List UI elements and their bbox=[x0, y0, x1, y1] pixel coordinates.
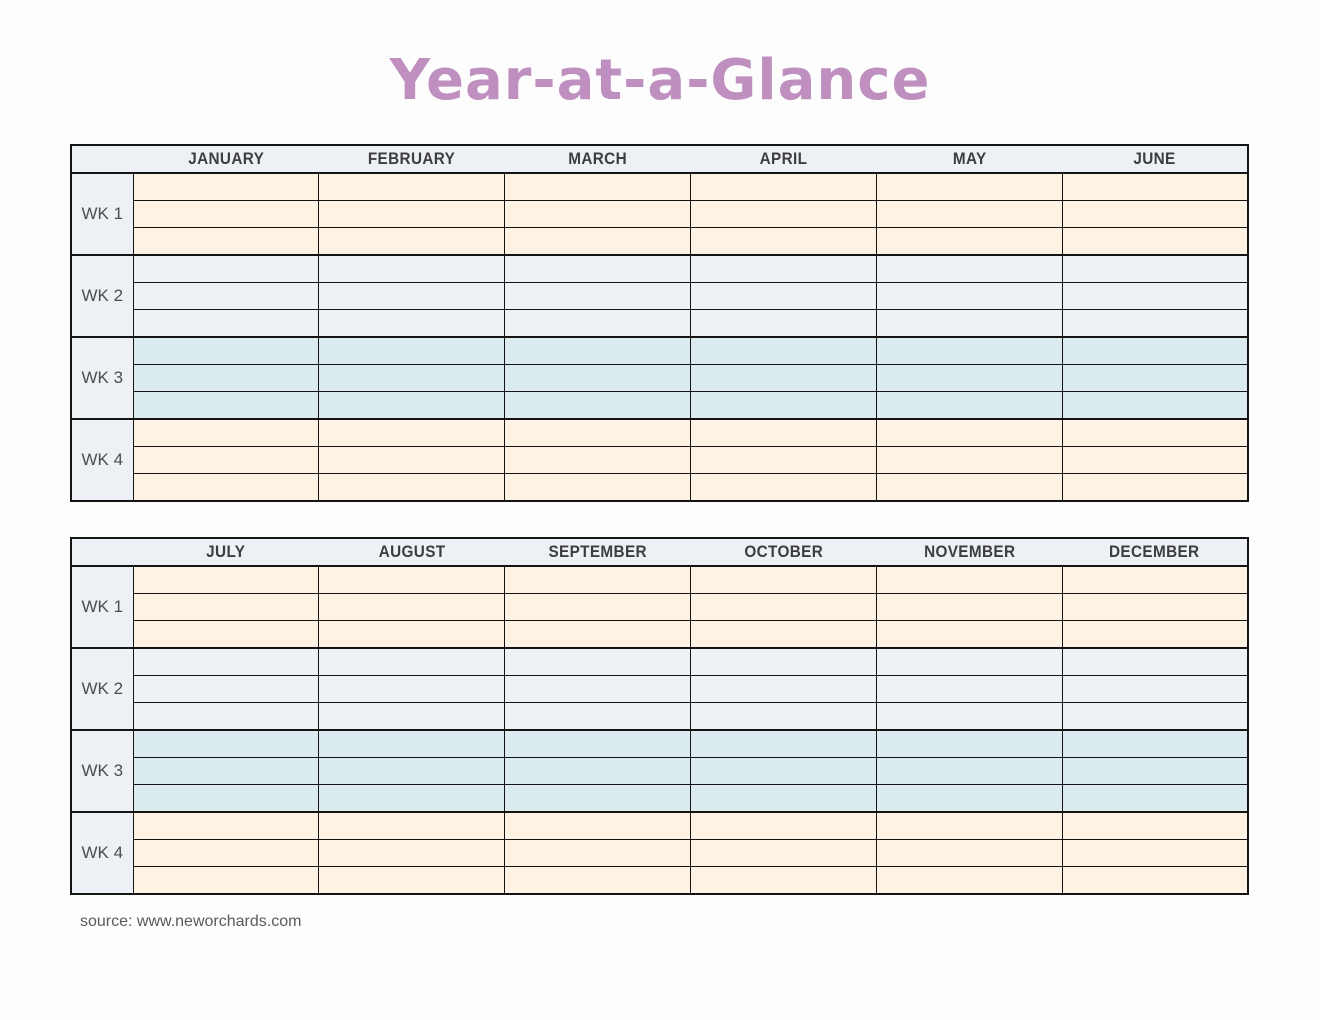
calendar-cell bbox=[133, 840, 319, 867]
week-label-4: WK 4 bbox=[71, 419, 133, 501]
calendar-cell bbox=[1062, 228, 1248, 256]
calendar-cell bbox=[876, 648, 1062, 676]
month-header-label: MAY bbox=[952, 149, 987, 168]
week-label-2: WK 2 bbox=[71, 648, 133, 730]
calendar-cell bbox=[1062, 419, 1248, 447]
calendar-cell bbox=[133, 173, 319, 201]
calendar-cell bbox=[876, 566, 1062, 594]
calendar-cell bbox=[505, 730, 691, 758]
calendar-cell bbox=[505, 648, 691, 676]
week-row bbox=[71, 812, 1248, 840]
month-header-label: AUGUST bbox=[378, 542, 446, 561]
calendar-cell bbox=[505, 840, 691, 867]
calendar-cell bbox=[505, 758, 691, 785]
calendar-cell bbox=[690, 785, 876, 813]
calendar-cell bbox=[1062, 283, 1248, 310]
month-header-february bbox=[319, 145, 505, 173]
calendar-cell bbox=[1062, 812, 1248, 840]
calendar-cell bbox=[1062, 703, 1248, 731]
month-header-march bbox=[505, 145, 691, 173]
week-label-4: WK 4 bbox=[71, 812, 133, 894]
calendar-cell bbox=[690, 840, 876, 867]
calendar-cell bbox=[876, 447, 1062, 474]
week-row bbox=[71, 310, 1248, 338]
calendar-cell bbox=[505, 566, 691, 594]
calendar-cell bbox=[505, 283, 691, 310]
month-header-label: JUNE bbox=[1133, 149, 1176, 168]
calendar-cell bbox=[690, 337, 876, 365]
calendar-cell bbox=[505, 676, 691, 703]
week-row bbox=[71, 228, 1248, 256]
calendar-cell bbox=[319, 703, 505, 731]
month-header-label: JANUARY bbox=[187, 149, 264, 168]
week-column-corner-header bbox=[71, 145, 133, 173]
calendar-cell bbox=[319, 566, 505, 594]
calendar-cell bbox=[505, 201, 691, 228]
calendar-cell bbox=[876, 337, 1062, 365]
month-header-label: SEPTEMBER bbox=[548, 542, 647, 561]
calendar-cell bbox=[319, 173, 505, 201]
month-header-label: FEBRUARY bbox=[368, 149, 456, 168]
calendar-cell bbox=[319, 758, 505, 785]
calendar-cell bbox=[133, 283, 319, 310]
calendar-cell bbox=[319, 676, 505, 703]
calendar-cell bbox=[505, 310, 691, 338]
calendar-cell bbox=[319, 365, 505, 392]
week-row bbox=[71, 419, 1248, 447]
month-header-label: MARCH bbox=[568, 149, 627, 168]
calendar-cell bbox=[690, 447, 876, 474]
calendar-cell bbox=[505, 812, 691, 840]
week-row bbox=[71, 867, 1248, 895]
calendar-cell bbox=[133, 228, 319, 256]
week-row bbox=[71, 703, 1248, 731]
calendar-cell bbox=[1062, 648, 1248, 676]
calendar-cell bbox=[1062, 676, 1248, 703]
week-row bbox=[71, 648, 1248, 676]
calendar-cell bbox=[505, 337, 691, 365]
calendar-cell bbox=[505, 447, 691, 474]
week-row bbox=[71, 676, 1248, 703]
calendar-cell bbox=[1062, 392, 1248, 420]
calendar-cell bbox=[1062, 730, 1248, 758]
week-label-1: WK 1 bbox=[71, 173, 133, 255]
calendar-cell bbox=[876, 419, 1062, 447]
calendar-cell bbox=[1062, 758, 1248, 785]
calendar-cell bbox=[319, 228, 505, 256]
calendar-cell bbox=[319, 337, 505, 365]
calendar-cell bbox=[690, 621, 876, 649]
week-row bbox=[71, 337, 1248, 365]
calendar-cell bbox=[690, 676, 876, 703]
calendar-cell bbox=[319, 785, 505, 813]
calendar-cell bbox=[1062, 594, 1248, 621]
week-row bbox=[71, 758, 1248, 785]
calendar-cell bbox=[505, 255, 691, 283]
calendar-cell bbox=[133, 621, 319, 649]
calendar-cell bbox=[690, 419, 876, 447]
calendar-cell bbox=[876, 365, 1062, 392]
month-header-row bbox=[71, 145, 1248, 173]
calendar-cell bbox=[1062, 365, 1248, 392]
calendar-cell bbox=[319, 840, 505, 867]
week-row bbox=[71, 474, 1248, 502]
week-row bbox=[71, 594, 1248, 621]
month-header-august bbox=[319, 538, 505, 566]
calendar-cell bbox=[133, 365, 319, 392]
calendar-cell bbox=[319, 283, 505, 310]
calendar-cell bbox=[1062, 474, 1248, 502]
calendar-cell bbox=[319, 310, 505, 338]
calendar-cell bbox=[133, 867, 319, 895]
calendar-cell bbox=[133, 447, 319, 474]
calendar-cell bbox=[1062, 201, 1248, 228]
calendar-cell bbox=[876, 703, 1062, 731]
calendar-cell bbox=[505, 785, 691, 813]
calendar-cell bbox=[1062, 785, 1248, 813]
source-note: source: www.neworchards.com bbox=[80, 913, 302, 930]
calendar-cell bbox=[133, 785, 319, 813]
calendar-cell bbox=[876, 621, 1062, 649]
calendar-table-first-half bbox=[70, 144, 1249, 502]
calendar-cell bbox=[1062, 337, 1248, 365]
calendar-cell bbox=[319, 730, 505, 758]
calendar-cell bbox=[319, 867, 505, 895]
calendar-cell bbox=[690, 201, 876, 228]
week-row bbox=[71, 785, 1248, 813]
calendar-cell bbox=[133, 419, 319, 447]
calendar-cell bbox=[133, 812, 319, 840]
calendar-cell bbox=[1062, 255, 1248, 283]
month-header-april bbox=[690, 145, 876, 173]
calendar-cell bbox=[690, 173, 876, 201]
calendar-cell bbox=[319, 812, 505, 840]
week-row bbox=[71, 201, 1248, 228]
calendar-cell bbox=[876, 474, 1062, 502]
week-row bbox=[71, 173, 1248, 201]
calendar-cell bbox=[133, 703, 319, 731]
calendar-cell bbox=[876, 392, 1062, 420]
calendar-cell bbox=[690, 365, 876, 392]
month-header-label: DECEMBER bbox=[1109, 542, 1200, 561]
month-header-may bbox=[876, 145, 1062, 173]
calendar-cell bbox=[1062, 447, 1248, 474]
calendar-cell bbox=[319, 255, 505, 283]
week-column-corner-header bbox=[71, 538, 133, 566]
week-row bbox=[71, 566, 1248, 594]
calendar-cell bbox=[690, 283, 876, 310]
calendar-cell bbox=[876, 840, 1062, 867]
calendar-first-half bbox=[70, 144, 1249, 502]
calendar-cell bbox=[319, 447, 505, 474]
week-row bbox=[71, 283, 1248, 310]
calendar-cell bbox=[505, 867, 691, 895]
calendar-cell bbox=[690, 228, 876, 256]
month-header-label: JULY bbox=[206, 542, 246, 561]
calendar-cell bbox=[690, 392, 876, 420]
calendar-cell bbox=[319, 621, 505, 649]
calendar-cell bbox=[319, 594, 505, 621]
calendar-cell bbox=[1062, 173, 1248, 201]
calendar-cell bbox=[876, 201, 1062, 228]
calendar-cell bbox=[505, 228, 691, 256]
month-header-september bbox=[505, 538, 691, 566]
calendar-cell bbox=[133, 392, 319, 420]
calendar-cell bbox=[690, 758, 876, 785]
month-header-row bbox=[71, 538, 1248, 566]
calendar-cell bbox=[1062, 840, 1248, 867]
calendar-cell bbox=[876, 310, 1062, 338]
calendar-cell bbox=[133, 201, 319, 228]
calendar-cell bbox=[133, 566, 319, 594]
week-label-3: WK 3 bbox=[71, 730, 133, 812]
month-header-january bbox=[133, 145, 319, 173]
calendar-cell bbox=[505, 594, 691, 621]
calendar-cell bbox=[690, 867, 876, 895]
calendar-cell bbox=[505, 392, 691, 420]
month-header-label: OCTOBER bbox=[744, 542, 823, 561]
calendar-cell bbox=[876, 676, 1062, 703]
calendar-cell bbox=[876, 867, 1062, 895]
calendar-cell bbox=[505, 703, 691, 731]
calendar-cell bbox=[876, 812, 1062, 840]
calendar-cell bbox=[319, 201, 505, 228]
calendar-cell bbox=[319, 419, 505, 447]
month-header-july bbox=[133, 538, 319, 566]
calendar-cell bbox=[133, 474, 319, 502]
calendar-cell bbox=[133, 758, 319, 785]
week-row bbox=[71, 840, 1248, 867]
week-row bbox=[71, 255, 1248, 283]
calendar-cell bbox=[505, 474, 691, 502]
calendar-cell bbox=[1062, 566, 1248, 594]
calendar-cell bbox=[319, 392, 505, 420]
week-row bbox=[71, 392, 1248, 420]
calendar-cell bbox=[505, 419, 691, 447]
calendar-cell bbox=[876, 594, 1062, 621]
calendar-cell bbox=[690, 730, 876, 758]
month-header-june bbox=[1062, 145, 1248, 173]
month-header-label: NOVEMBER bbox=[923, 542, 1015, 561]
calendar-cell bbox=[690, 474, 876, 502]
week-label-2: WK 2 bbox=[71, 255, 133, 337]
month-header-october bbox=[690, 538, 876, 566]
calendar-cell bbox=[690, 703, 876, 731]
calendar-cell bbox=[690, 812, 876, 840]
calendar-cell bbox=[133, 730, 319, 758]
month-header-december bbox=[1062, 538, 1248, 566]
month-header-label: APRIL bbox=[759, 149, 808, 168]
week-row bbox=[71, 447, 1248, 474]
week-row bbox=[71, 730, 1248, 758]
calendar-cell bbox=[505, 173, 691, 201]
calendar-cell bbox=[133, 255, 319, 283]
calendar-cell bbox=[876, 785, 1062, 813]
week-row bbox=[71, 621, 1248, 649]
calendar-table-second-half bbox=[70, 537, 1249, 895]
calendar-cell bbox=[133, 594, 319, 621]
calendar-cell bbox=[319, 648, 505, 676]
calendar-cell bbox=[690, 255, 876, 283]
calendar-cell bbox=[876, 228, 1062, 256]
calendar-cell bbox=[690, 566, 876, 594]
calendar-cell bbox=[876, 173, 1062, 201]
calendar-cell bbox=[876, 255, 1062, 283]
calendar-cell bbox=[319, 474, 505, 502]
calendar-cell bbox=[876, 730, 1062, 758]
week-row bbox=[71, 365, 1248, 392]
calendar-cell bbox=[690, 310, 876, 338]
calendar-cell bbox=[690, 594, 876, 621]
calendar-cell bbox=[505, 365, 691, 392]
calendar-cell bbox=[133, 676, 319, 703]
calendar-cell bbox=[1062, 867, 1248, 895]
calendar-cell bbox=[133, 310, 319, 338]
calendar-cell bbox=[133, 648, 319, 676]
week-label-3: WK 3 bbox=[71, 337, 133, 419]
week-label-1: WK 1 bbox=[71, 566, 133, 648]
calendar-cell bbox=[1062, 310, 1248, 338]
calendar-second-half bbox=[70, 537, 1249, 895]
calendar-cell bbox=[133, 337, 319, 365]
calendar-cell bbox=[1062, 621, 1248, 649]
calendar-cell bbox=[876, 283, 1062, 310]
calendar-cell bbox=[505, 621, 691, 649]
month-header-november bbox=[876, 538, 1062, 566]
calendar-cell bbox=[876, 758, 1062, 785]
calendar-cell bbox=[690, 648, 876, 676]
page-title: Year-at-a-Glance bbox=[389, 48, 931, 113]
